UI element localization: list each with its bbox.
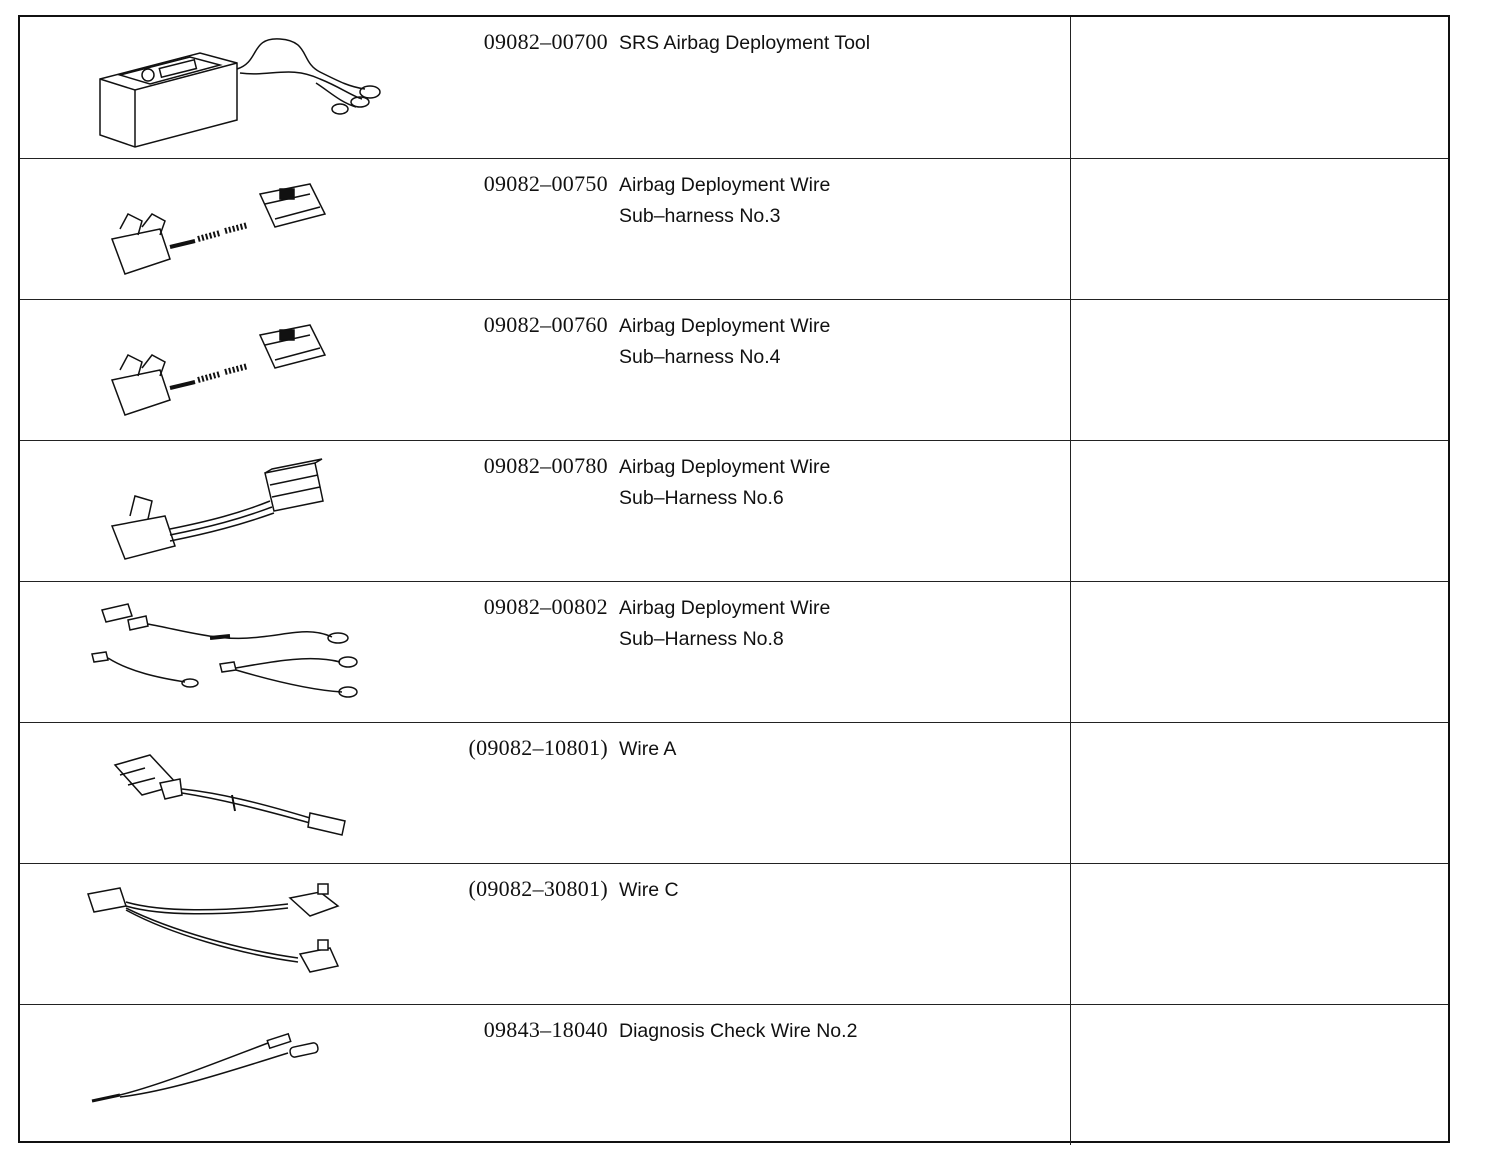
tool-name: [619, 28, 870, 59]
note-cell: [1071, 863, 1449, 1004]
note-cell: [1071, 440, 1449, 581]
tool-illustration-cell: [20, 440, 422, 581]
tool-name-line: Sub–harness No.4: [619, 345, 781, 368]
part-number: 09082–00700: [483, 29, 608, 54]
tool-name: [619, 170, 830, 232]
tool-name-cell: [616, 158, 1071, 299]
part-number-cell: [422, 158, 616, 299]
table-row: [20, 158, 1448, 299]
part-number-cell: [422, 299, 616, 440]
part-number-cell: [422, 17, 616, 158]
tools-table: [20, 17, 1448, 1145]
note-cell: [1071, 158, 1449, 299]
deployment-tool-box-illustration: [20, 17, 422, 158]
tool-name-line: Airbag Deployment Wire: [619, 173, 831, 196]
tool-name-cell: [616, 17, 1071, 158]
part-number-cell: [422, 581, 616, 722]
tool-name-line: Sub–harness No.3: [619, 204, 781, 227]
part-number-cell: [422, 440, 616, 581]
tool-name: [619, 311, 830, 373]
tool-name-cell: [616, 299, 1071, 440]
note-cell: [1071, 299, 1449, 440]
tool-name: [619, 452, 830, 514]
tool-illustration-cell: [20, 581, 422, 722]
sub-harness-short-illustration: [20, 441, 422, 582]
sub-harness-illustration: [20, 300, 422, 441]
part-number: 09082–00802: [483, 593, 608, 619]
tool-name: [619, 875, 679, 906]
sub-harness-illustration: [20, 159, 422, 300]
tool-name-line: Airbag Deployment Wire: [619, 596, 831, 619]
special-tools-table: [18, 15, 1450, 1143]
part-number: 09082–00780: [483, 452, 608, 478]
tool-name-cell: [616, 581, 1071, 722]
table-row: [20, 299, 1448, 440]
part-number-cell: [422, 1004, 616, 1145]
tool-name: [619, 1016, 857, 1047]
note-cell: [1071, 581, 1449, 722]
part-number: 09082–00760: [483, 311, 608, 337]
tool-name-cell: [616, 1004, 1071, 1145]
tool-name-line: Airbag Deployment Wire: [619, 455, 831, 478]
table-row: [20, 722, 1448, 863]
tool-illustration-cell: [20, 722, 422, 863]
tool-name-line: Wire C: [619, 878, 679, 901]
wire-a-illustration: [20, 723, 422, 864]
tool-name-line: Airbag Deployment Wire: [619, 314, 831, 337]
table-row: [20, 863, 1448, 1004]
table-row: [20, 1004, 1448, 1145]
tool-name-line: Sub–Harness No.6: [619, 486, 784, 509]
part-number: 09082–00750: [483, 170, 608, 196]
tool-name-cell: [616, 440, 1071, 581]
tool-name-cell: [616, 863, 1071, 1004]
part-number-cell: [422, 722, 616, 863]
tool-name: [619, 593, 830, 655]
tool-illustration-cell: [20, 1004, 422, 1145]
check-wire-illustration: [20, 1005, 422, 1146]
tool-name-line: Sub–Harness No.8: [619, 627, 784, 650]
part-number: 09843–18040: [483, 1016, 608, 1042]
part-number: (09082–30801): [468, 875, 608, 901]
tool-illustration-cell: [20, 17, 422, 158]
sub-harness-set-illustration: [20, 582, 422, 723]
tool-name-cell: [616, 722, 1071, 863]
tool-name-line: Diagnosis Check Wire No.2: [619, 1019, 858, 1042]
table-row: [20, 581, 1448, 722]
tool-name-line: SRS Airbag Deployment Tool: [619, 32, 871, 54]
table-row: [20, 17, 1448, 158]
note-cell: [1071, 1004, 1449, 1145]
tool-illustration-cell: [20, 299, 422, 440]
tool-illustration-cell: [20, 863, 422, 1004]
wire-c-illustration: [20, 864, 422, 1005]
tool-illustration-cell: [20, 158, 422, 299]
tool-name-line: Wire A: [619, 737, 677, 760]
note-cell: [1071, 722, 1449, 863]
part-number-cell: [422, 863, 616, 1004]
tool-name: [619, 734, 676, 765]
table-row: [20, 440, 1448, 581]
part-number: (09082–10801): [468, 734, 608, 760]
note-cell: [1071, 17, 1449, 158]
